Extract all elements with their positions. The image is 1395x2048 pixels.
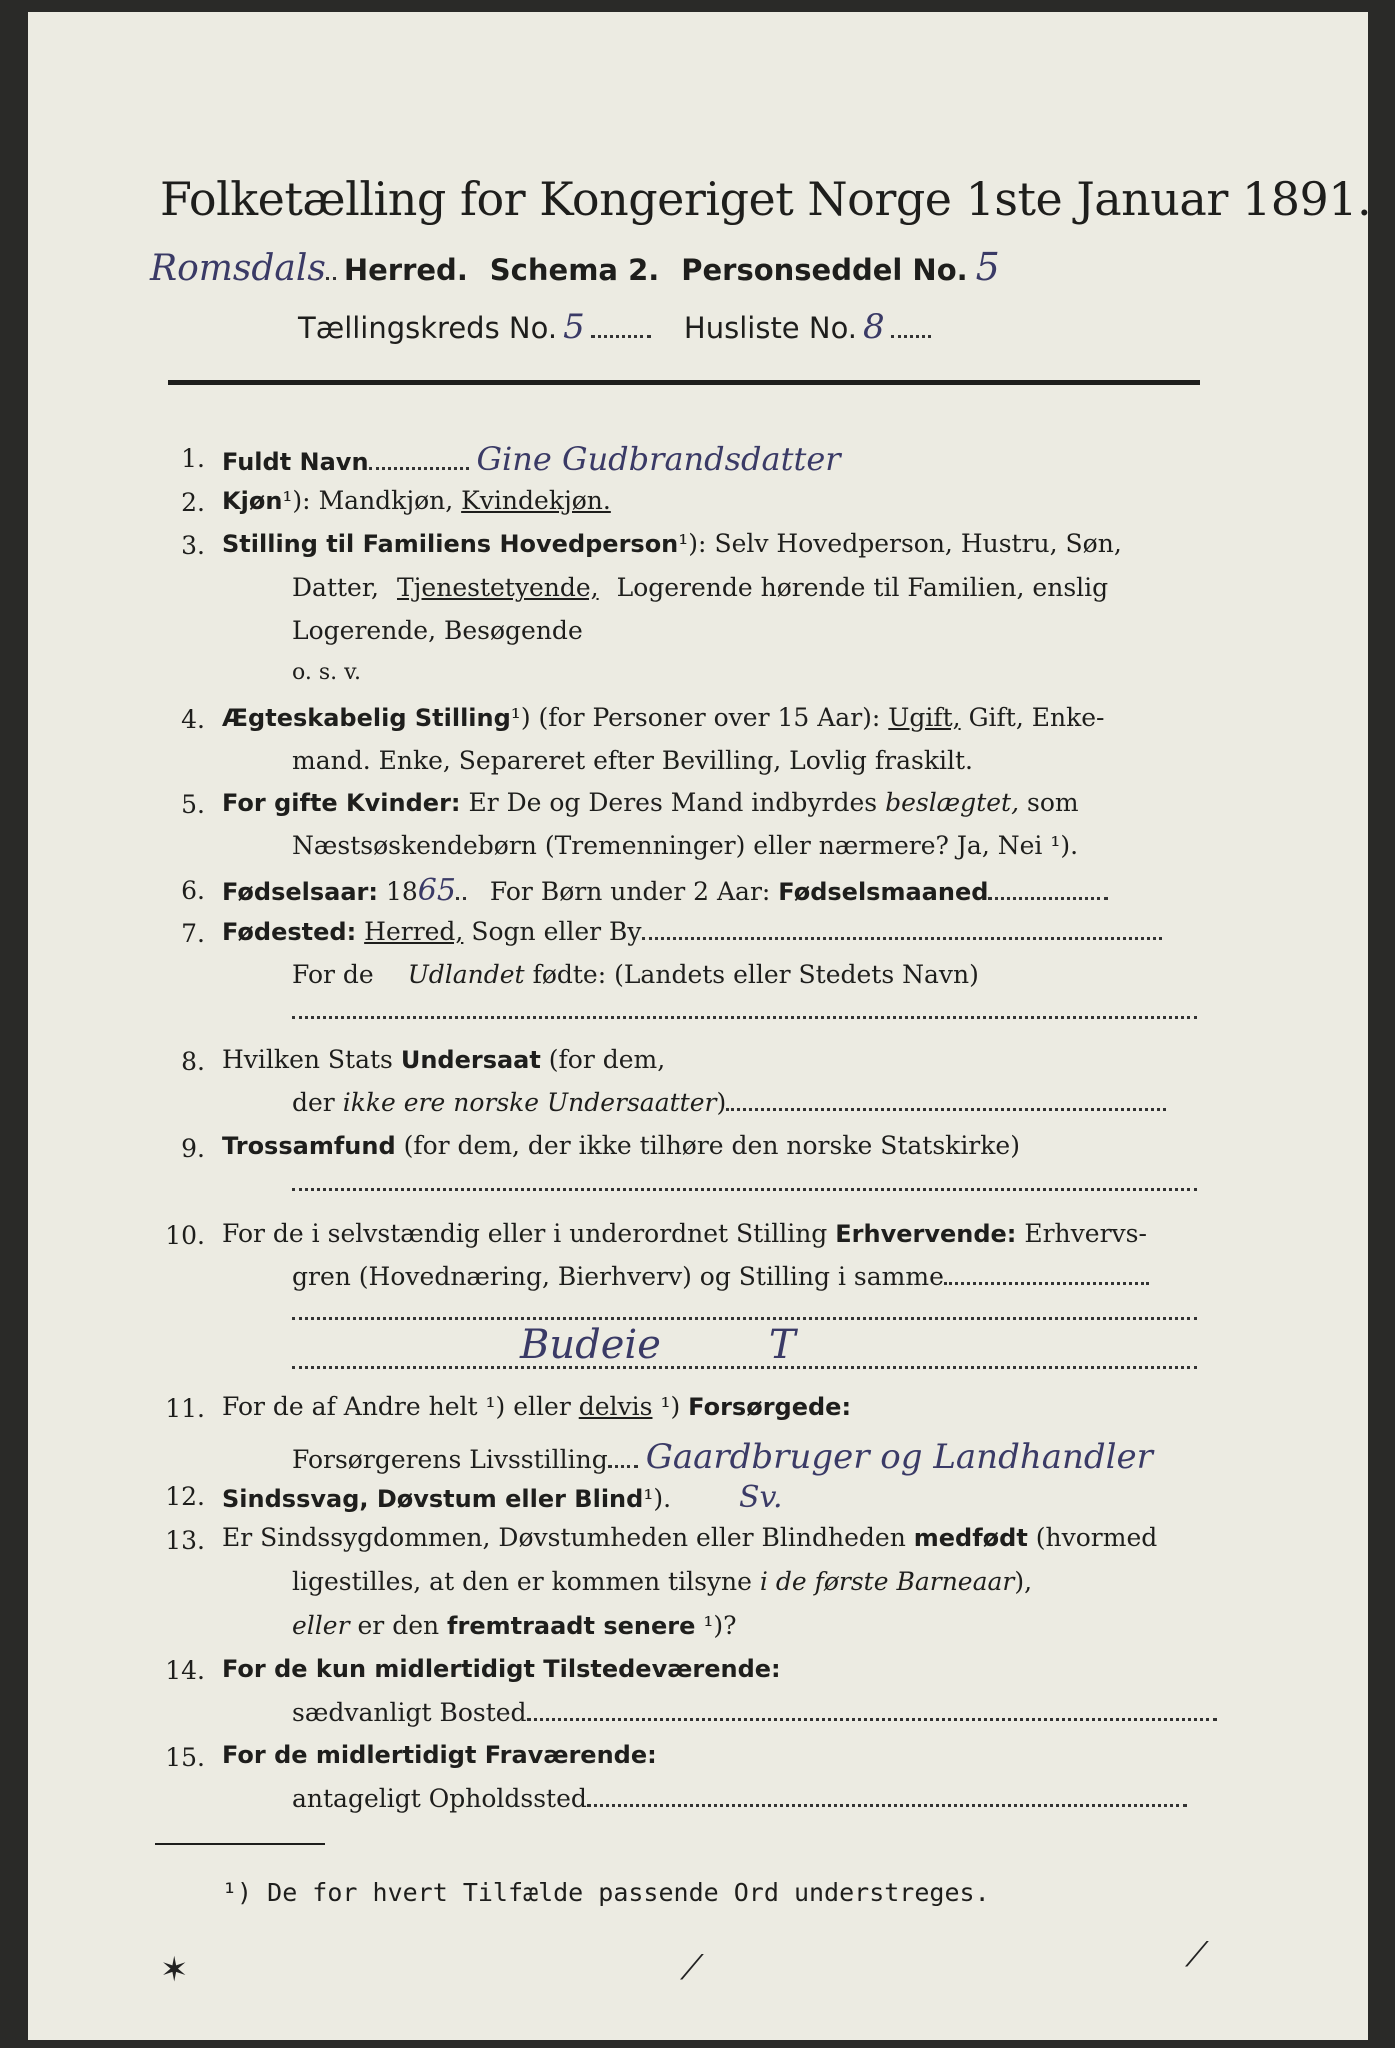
q12-answer: Sv. <box>739 1480 783 1515</box>
q8-number: 8. <box>181 1047 205 1076</box>
q2-sup: ¹): <box>282 486 311 515</box>
q10-row-2 <box>292 1262 1149 1291</box>
q5-line1b: beslægtet, <box>885 788 1020 817</box>
q13-text2: (hvormed <box>1035 1523 1158 1552</box>
q4-line2: mand. Enke, Separeret efter Bevilling, Lovlig fraskilt. <box>292 746 973 775</box>
q3-sup: ¹): <box>678 529 707 558</box>
q4-sup: ¹) <box>510 703 531 732</box>
herred-label: Herred. <box>343 253 468 287</box>
q9-number: 9. <box>181 1134 205 1163</box>
q2-number: 2. <box>181 488 205 517</box>
q5-number: 5. <box>181 790 205 819</box>
q2-label: Kjøn <box>222 487 283 515</box>
q8-line2b: ikke ere norske Undersaatter <box>342 1088 717 1117</box>
q8-text2: (for dem, <box>548 1045 666 1074</box>
q7-answer-line <box>292 1008 1197 1019</box>
q4-line1a: (for Personer over 15 Aar): <box>538 703 881 732</box>
q15-label <box>222 1740 657 1769</box>
personseddel-no: 5 <box>975 245 1000 289</box>
q14-number: 14. <box>165 1656 205 1685</box>
q12-row <box>222 1480 782 1515</box>
q1-row <box>222 440 841 478</box>
q12-number: 12. <box>165 1482 205 1511</box>
q14-label-text: For de kun midlertidigt Tilstedeværende: <box>222 1655 781 1683</box>
q3-opt-tjenestetyende: Tjenestetyende, <box>397 573 599 602</box>
q7-line2c: fødte: (Landets eller Stedets Navn) <box>532 960 979 989</box>
q4-opt-ugift: Ugift, <box>888 703 961 732</box>
q11-row-2 <box>292 1437 1153 1477</box>
q3-row-2 <box>292 573 1197 602</box>
q13-line3d: ¹)? <box>703 1611 737 1640</box>
q6-year: 65 <box>417 873 456 908</box>
q3-row-1 <box>222 529 1122 558</box>
q6-number: 6. <box>181 876 205 905</box>
q15-label-text: For de midlertidigt Fraværende: <box>222 1741 657 1769</box>
registration-mark-left-icon: ✶ <box>160 1950 189 1990</box>
q6-text2: For Børn under 2 Aar: <box>489 877 771 906</box>
q11-text2: ¹) <box>660 1392 681 1421</box>
q13-line3b: er den <box>357 1611 440 1640</box>
q11-text1: For de af Andre helt ¹) eller <box>222 1392 571 1421</box>
q1-answer: Gine Gudbrandsdatter <box>476 440 841 478</box>
q13-row-1 <box>222 1523 1157 1552</box>
personseddel-label: Personseddel No. <box>681 253 968 287</box>
q5-line2: Næstsøskendebørn (Tremenninger) eller nærmere? Ja, Nei ¹). <box>292 831 1079 860</box>
q13-line2c: ), <box>1014 1567 1033 1596</box>
q5-line1c: som <box>1026 788 1079 817</box>
q11-label: Forsørgede: <box>688 1393 852 1421</box>
q11-number: 11. <box>165 1394 205 1423</box>
q8-line2a: der <box>292 1088 335 1117</box>
footnote-rule <box>155 1843 325 1845</box>
q13-line3a: eller <box>292 1611 350 1640</box>
q13-row-2 <box>292 1567 1032 1596</box>
q7-row-2 <box>292 960 979 989</box>
q4-number: 4. <box>181 705 205 734</box>
q9-row <box>222 1131 1020 1160</box>
q15-line2: antageligt Opholdssted <box>292 1784 587 1813</box>
q10-text1: For de i selvstændig eller i underordnet Stilling <box>222 1219 828 1248</box>
herred-name: Romsdals <box>150 248 326 289</box>
q5-label: For gifte Kvinder: <box>222 789 461 817</box>
q12-sup: ¹). <box>643 1484 672 1513</box>
husliste-label: Husliste No. <box>683 311 858 345</box>
q10-answer-mark: T <box>768 1322 796 1368</box>
q15-number: 15. <box>165 1743 205 1772</box>
q10-answer-line-2 <box>292 1358 1197 1369</box>
q14-line2: sædvanligt Bosted <box>292 1698 527 1727</box>
q3-line3: Logerende, Besøgende <box>292 616 583 645</box>
q11-row-1 <box>222 1392 851 1421</box>
husliste-no: 8 <box>863 307 885 347</box>
q12-label: Sindssvag, Døvstum eller Blind <box>222 1485 644 1513</box>
q3-number: 3. <box>181 531 205 560</box>
q1-label: Fuldt Navn <box>222 448 369 476</box>
q13-line3c: fremtraadt senere <box>447 1612 696 1640</box>
q8-label: Undersaat <box>400 1046 541 1074</box>
kreds-no: 5 <box>563 307 585 347</box>
q10-answer-line-1 <box>292 1309 1197 1320</box>
q1-number: 1. <box>181 444 205 473</box>
q4-line1c: Gift, Enke- <box>968 703 1105 732</box>
q4-label: Ægteskabelig Stilling <box>222 704 511 732</box>
q4-row-1 <box>222 703 1104 732</box>
q2-row <box>222 486 611 515</box>
header-line-kreds <box>298 307 931 347</box>
q7-label: Fødested: <box>222 918 357 946</box>
q15-row-2 <box>292 1784 1187 1813</box>
q11-opt-delvis: delvis <box>578 1392 653 1421</box>
q3-label: Stilling til Familiens Hovedperson <box>222 530 679 558</box>
q10-label: Erhvervende: <box>835 1220 1017 1248</box>
q13-label: medfødt <box>913 1524 1028 1552</box>
q9-label: Trossamfund <box>222 1132 396 1160</box>
q5-row-1 <box>222 788 1079 817</box>
q13-number: 13. <box>165 1526 205 1555</box>
q13-row-3 <box>292 1611 737 1640</box>
header-rule <box>168 380 1200 385</box>
q10-answer: Budeie <box>520 1322 661 1368</box>
q2-opt-kvinde: Kvindekjøn. <box>461 486 611 515</box>
q8-line2c: ) <box>716 1088 727 1117</box>
q7-row-1 <box>222 917 1162 946</box>
registration-mark-center-icon: ⟋ <box>680 1948 704 1988</box>
q8-row-2 <box>292 1088 1166 1117</box>
q2-opt-mand: Mandkjøn, <box>318 486 454 515</box>
q14-label <box>222 1654 781 1683</box>
q11-answer: Gaardbruger og Landhandler <box>645 1437 1153 1477</box>
q8-text1: Hvilken Stats <box>222 1045 393 1074</box>
schema-label: Schema 2. <box>489 253 660 287</box>
q10-number: 10. <box>165 1221 205 1250</box>
q6-prefix: 18 <box>385 877 418 906</box>
q7-number: 7. <box>181 919 205 948</box>
q3-line2c: Logerende hørende til Familien, enslig <box>616 573 1109 602</box>
q14-row-2 <box>292 1698 1217 1727</box>
q9-text: (for dem, der ikke tilhøre den norske Statskirke) <box>403 1131 1020 1160</box>
q3-line4: o. s. v. <box>292 660 361 685</box>
q10-row-1 <box>222 1219 1147 1248</box>
q3-line2a: Datter, <box>292 573 379 602</box>
q13-line2b: i de første Barneaar <box>759 1567 1015 1596</box>
q6-row <box>222 873 1108 908</box>
q3-line1: Selv Hovedperson, Hustru, Søn, <box>714 529 1122 558</box>
q10-text2: Erhvervs- <box>1024 1219 1147 1248</box>
q11-line2: Forsørgerens Livsstilling <box>292 1445 608 1474</box>
q6-label2: Fødselsmaaned <box>778 878 989 906</box>
q7-line2b: Udlandet <box>407 960 525 989</box>
q6-label: Fødselsaar: <box>222 878 378 906</box>
kreds-label: Tællingskreds No. <box>298 311 558 345</box>
q13-text1: Er Sindssygdommen, Døvstumheden eller Blindheden <box>222 1523 906 1552</box>
footnote: ¹) De for hvert Tilfælde passende Ord understreges. <box>222 1878 990 1907</box>
q9-answer-line <box>292 1180 1197 1191</box>
q8-row-1 <box>222 1045 665 1074</box>
form-title: Folketælling for Kongeriget Norge 1ste Januar 1891. <box>160 172 1372 226</box>
header-line-herred <box>150 245 1000 289</box>
registration-mark-right-icon: ⟋ <box>1185 1935 1209 1975</box>
q7-line2a: For de <box>292 960 374 989</box>
q7-opt-herred: Herred, <box>364 917 464 946</box>
q7-text: Sogn eller By <box>471 917 642 946</box>
q13-line2a: ligestilles, at den er kommen tilsyne <box>292 1567 752 1596</box>
q5-line1a: Er De og Deres Mand indbyrdes <box>468 788 878 817</box>
q10-line2: gren (Hovednæring, Bierhverv) og Stilling i samme <box>292 1262 944 1291</box>
